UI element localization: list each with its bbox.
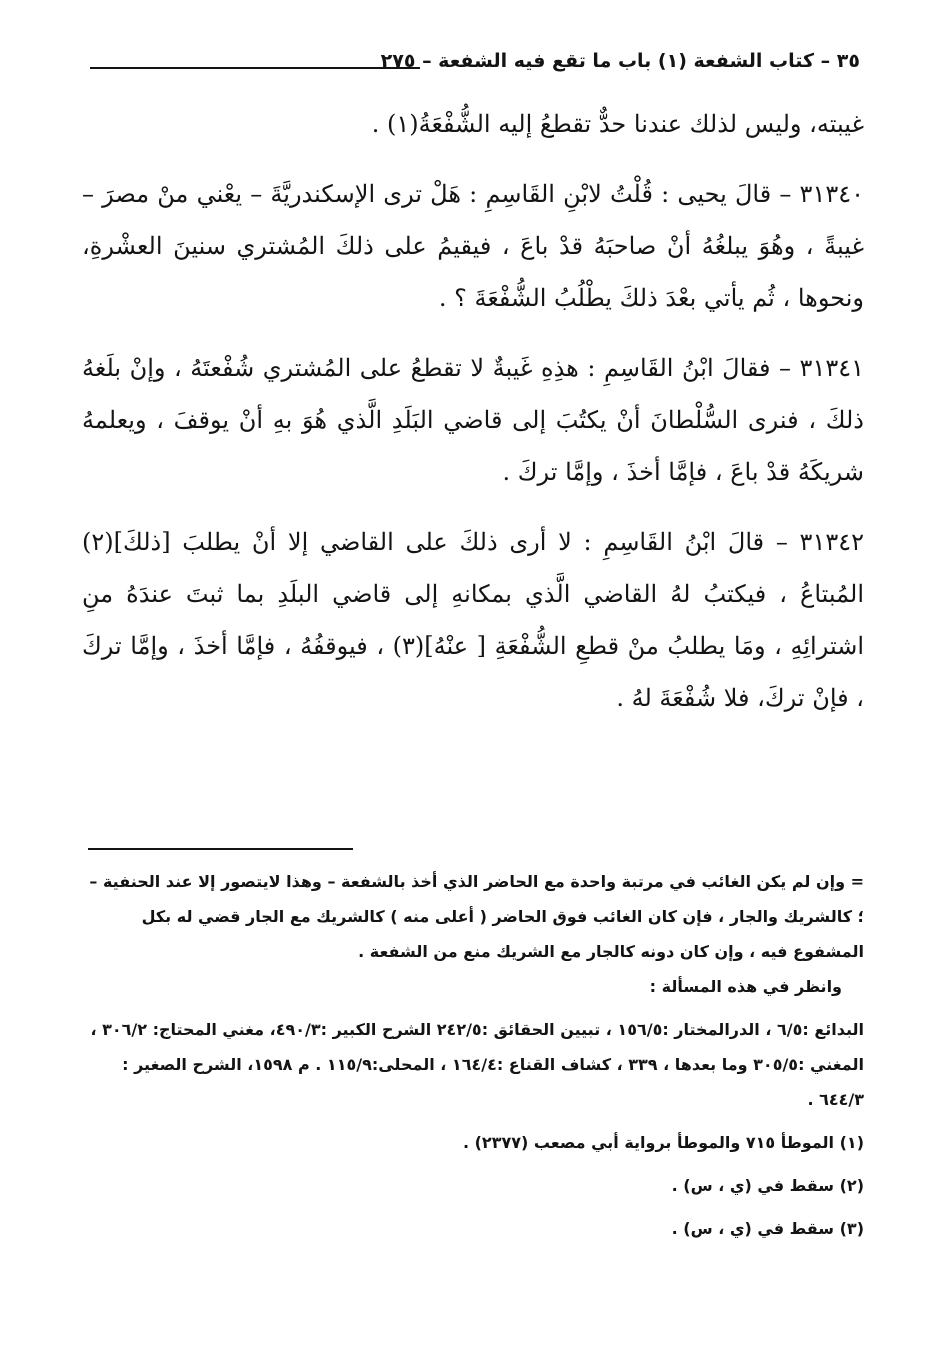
paragraph-31340: ٣١٣٤٠ – قالَ يحيى : قُلْتُ لابْنِ القَاسِمِ : هَلْ ترى الإسكندريَّةَ – يعْني منْ مصرَ – غيبةً ، وهُوَ يبلغُهُ أنْ صاحبَهُ قدْ باعَ ، فيقيمُ على ذلكَ المُشتري سنينَ العشْرةِ، ونحوها ، ثُم يأتي بعْدَ ذلكَ يطْلُبُ الشُّفْعَةَ ؟ . xyxy=(82,180,864,312)
paragraph-continuation: غيبته، وليس لذلك عندنا حدٌّ تقطعُ إليه الشُّفْعَةُ(١) . xyxy=(371,110,864,138)
footnote-continuation: = وإن لم يكن الغائب في مرتبة واحدة مع الحاضر الذي أخذ بالشفعة – وهذا لايتصور إلا عند الحنفية – ؛ كالشريك والجار ، فإن كان الغائب فوق الحاضر ( أعلى منه ) كالشريك مع الجار قضي له بكل المشفوع فيه ، وإن كان دونه كالجار مع الشريك منع من الشفعة . xyxy=(89,872,864,961)
footnote-references: البدائع :٦/٥ ، الدرالمختار :١٥٦/٥ ، تبيين الحقائق :٢٤٢/٥ الشرح الكبير :٤٩٠/٣، مغني المحتاج: ٣٠٦/٢ ، المغني :٣٠٥/٥ وما بعدها ، ٣٣٩ ، كشاف القناع :١٦٤/٤ ، المحلى:١١٥/٩ . م ١٥٩٨، الشرح الصغير : ٦٤٤/٣ . xyxy=(90,1020,864,1109)
paragraph-31341: ٣١٣٤١ – فقالَ ابْنُ القَاسِمِ : هذِهِ غَيبةٌ لا تقطعُ على المُشتري شُفْعتَهُ ، وإنْ بلَغهُ ذلكَ ، فنرى السُّلْطانَ أنْ يكتُبَ إلى قاضي البَلَدِ الَّذي هُوَ بهِ أنْ يوقفَ ، ويعلمهُ شريكَهُ قدْ باعَ ، فإمَّا أخذَ ، وإمَّا تركَ . xyxy=(82,354,864,486)
main-text xyxy=(82,98,864,742)
footnote-see-also: وانظر في هذه المسألة : xyxy=(649,977,842,996)
footnote-3: (٣) سقط في (ي ، س) . xyxy=(671,1219,864,1238)
footnotes xyxy=(82,864,864,1246)
header-rule xyxy=(90,67,420,69)
paragraph-31342: ٣١٣٤٢ – قالَ ابْنُ القَاسِمِ : لا أرى ذلكَ على القاضي إلا أنْ يطلبَ [ذلكَ](٢) المُبتاعُ ، فيكتبُ لهُ القاضي الَّذي بمكانهِ إلى قاضي البلَدِ بما ثبتَ عندَهُ منِ اشترائِهِ ، ومَا يطلبُ منْ قطعِ الشُّفْعَةِ [ عنْهُ](٣) ، فيوقفُهُ ، فإمَّا أخذَ ، وإمَّا تركَ ، فإنْ تركَ، فلا شُفْعَةَ لهُ . xyxy=(82,528,864,712)
page-header xyxy=(90,40,860,90)
running-title: ٣٥ – كتاب الشفعة (١) باب ما تقع فيه الشفعة – ٢٧٥ xyxy=(380,50,860,72)
footnote-2: (٢) سقط في (ي ، س) . xyxy=(671,1176,864,1195)
footnote-1: (١) الموطأ ٧١٥ والموطأ برواية أبي مصعب (٢٣٧٧) . xyxy=(462,1133,864,1152)
footnote-separator xyxy=(88,848,353,850)
